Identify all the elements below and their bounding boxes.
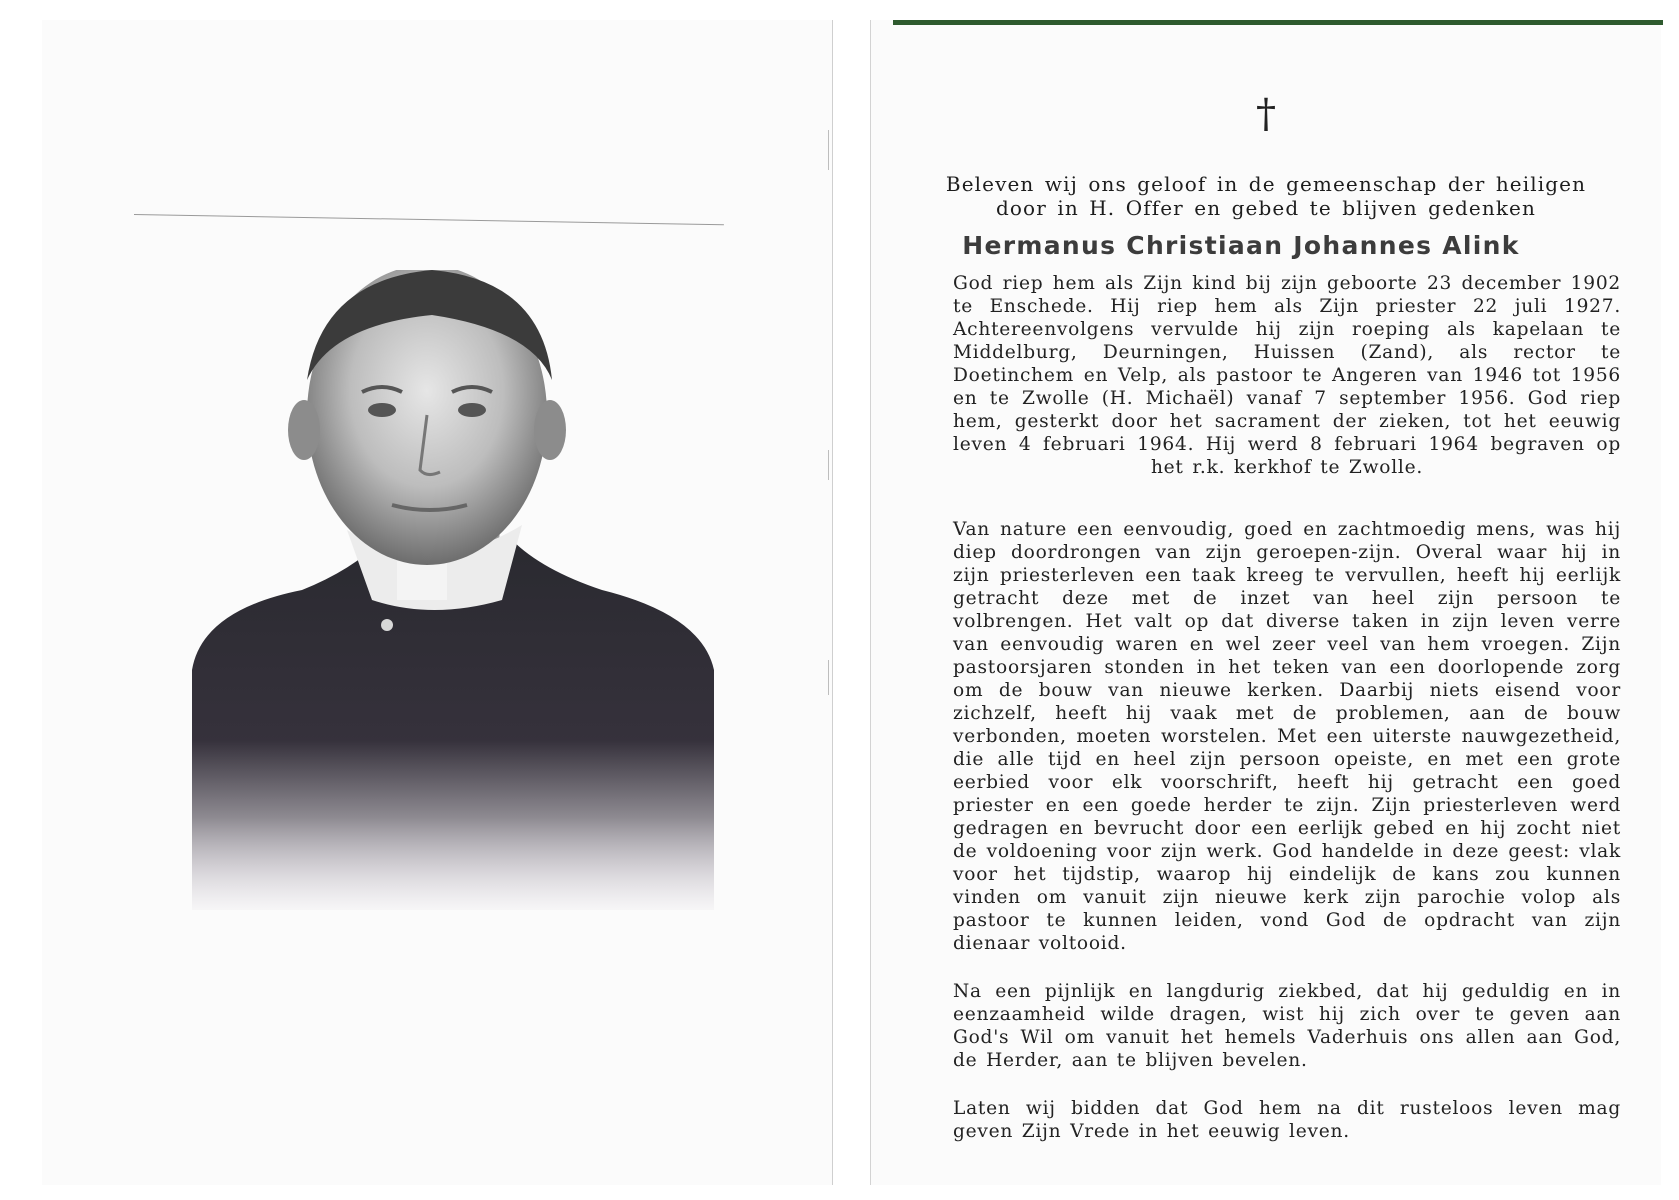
priest-portrait-photo [182,270,722,910]
deceased-name: Hermanus Christiaan Johannes Alink [962,231,1520,260]
prayer-paragraph: Laten wij bidden dat God hem na dit rusteloos leven mag geven Zijn Vrede in het eeuwig leven. [953,1098,1621,1142]
memorial-text-card [870,20,1661,1185]
illness-paragraph: Na een pijnlijk en langdurig ziekbed, dat hij geduldig en in eenzaamheid wilde dragen, wist hij zich over te geven aan God's Wil om vanuit het hemels Vaderhuis ons allen aan God, de Herder, aan te blijven bevelen. [953,981,1621,1071]
photo-cut-line [134,214,724,225]
intro-text: Beleven wij ons geloof in de gemeenschap der heiligen door in H. Offer en gebed te blijven gedenken [945,172,1587,220]
edge-mark [828,660,829,695]
character-paragraph: Van nature een eenvoudig, goed en zachtmoedig mens, was hij diep doordrongen van zijn geroepen-zijn. Overal waar hij in zijn priesterleven een taak kreeg te vervullen, heeft hij eerlijk getracht deze met de inzet van heel zijn persoon te volbrengen. Het valt op dat diverse taken in zijn leven verre van eenvoudig waren en wel zeer veel van hem vroegen. Zijn pastoorsjaren stonden in het teken van een doorlopende zorg om de bouw van nieuwe kerken. Daarbij niets eisend voor zichzelf, heeft hij vaak met de problemen, aan de bouw verbonden, moeten worstelen. Met een uiterste nauwgezetheid, die alle tijd en heel zijn persoon opeiste, en met een grote eerbied voor elk voorschrift, heeft hij getracht een goed priester en een goede herder te zijn. Zijn priesterleven werd gedragen en bevrucht door een eerlijk gebed en hij zocht niet de voldoening voor zijn werk. God handelde in deze geest: vlak voor het tijdstip, waarop hij eindelijk de kans zou kunnen vinden om vanuit zijn nieuwe kerk zijn parochie volop als pastoor te kunnen leiden, vond God de opdracht van zijn dienaar voltooid. [953,519,1621,954]
portrait-card [42,20,833,1185]
edge-mark [828,130,829,170]
biography-paragraph: God riep hem als Zijn kind bij zijn geboorte 23 december 1902 te Enschede. Hij riep hem als Zijn priester 22 juli 1927. Achtereenvolgens vervulde hij zijn roeping als kapelaan te Middelburg, Deurningen, Huissen (Zand), als rector te Doetinchem en Velp, als pastoor te Angeren van 1946 tot 1956 en te Zwolle (H. Michaël) vanaf 7 september 1956. God riep hem, gesterkt door het sacrament der zieken, tot het eeuwig leven 4 februari 1964. Hij werd 8 februari 1964 begraven op het r.k. kerkhof te Zwolle. [953,273,1621,478]
card-top-rule [893,20,1663,25]
edge-mark [828,450,829,480]
cross-icon: † [1256,91,1276,137]
